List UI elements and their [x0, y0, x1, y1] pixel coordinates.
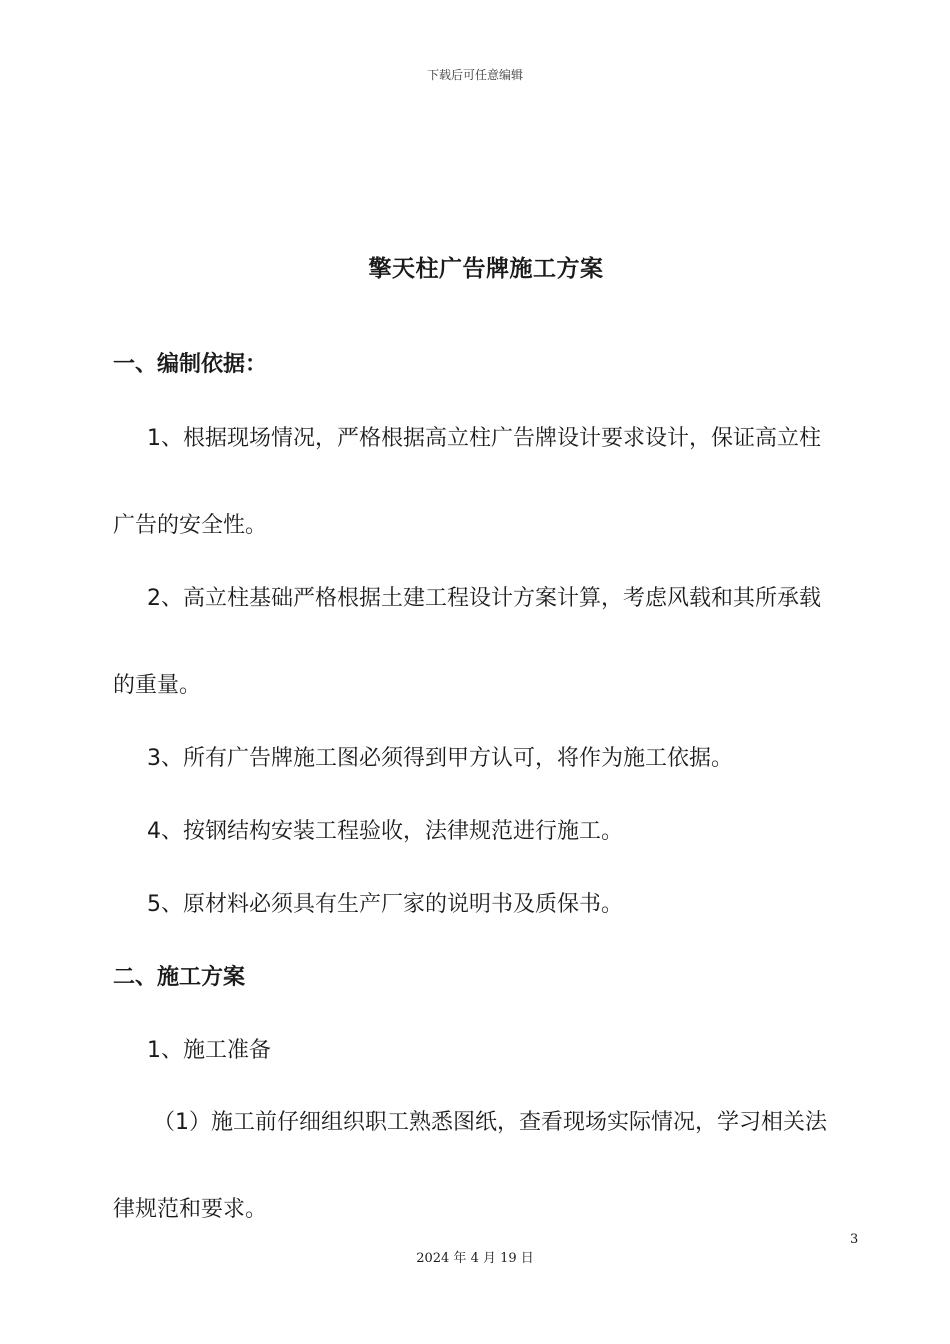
paragraph-prep1-line1: （1）施工前仔细组织职工熟悉图纸，查看现场实际情况，学习相关法 [153, 1110, 827, 1135]
subheading-preparation: 1、施工准备 [147, 1038, 271, 1063]
paragraph-prep1-line2: 律规范和要求。 [113, 1197, 268, 1222]
footer-date: 2024 年 4 月 19 日 [416, 1251, 534, 1266]
section-heading-basis: 一、编制依据： [113, 352, 268, 377]
document-title: 擎天柱广告牌施工方案 [368, 256, 604, 282]
paragraph-item1-line2: 广告的安全性。 [113, 513, 268, 538]
page-header: 下载后可任意编辑 [426, 68, 523, 82]
paragraph-item3: 3、所有广告牌施工图必须得到甲方认可，将作为施工依据。 [147, 746, 733, 771]
paragraph-item5: 5、原材料必须具有生产厂家的说明书及质保书。 [147, 892, 623, 917]
paragraph-item4: 4、按钢结构安装工程验收，法律规范进行施工。 [147, 819, 623, 844]
paragraph-item1-line1: 1、根据现场情况，严格根据高立柱广告牌设计要求设计，保证高立柱 [147, 426, 821, 451]
paragraph-item2-line1: 2、高立柱基础严格根据土建工程设计方案计算，考虑风载和其所承载 [147, 586, 821, 611]
paragraph-item2-line2: 的重量。 [113, 673, 202, 698]
section-heading-plan: 二、施工方案 [113, 965, 246, 990]
page-number: 3 [850, 1232, 859, 1247]
